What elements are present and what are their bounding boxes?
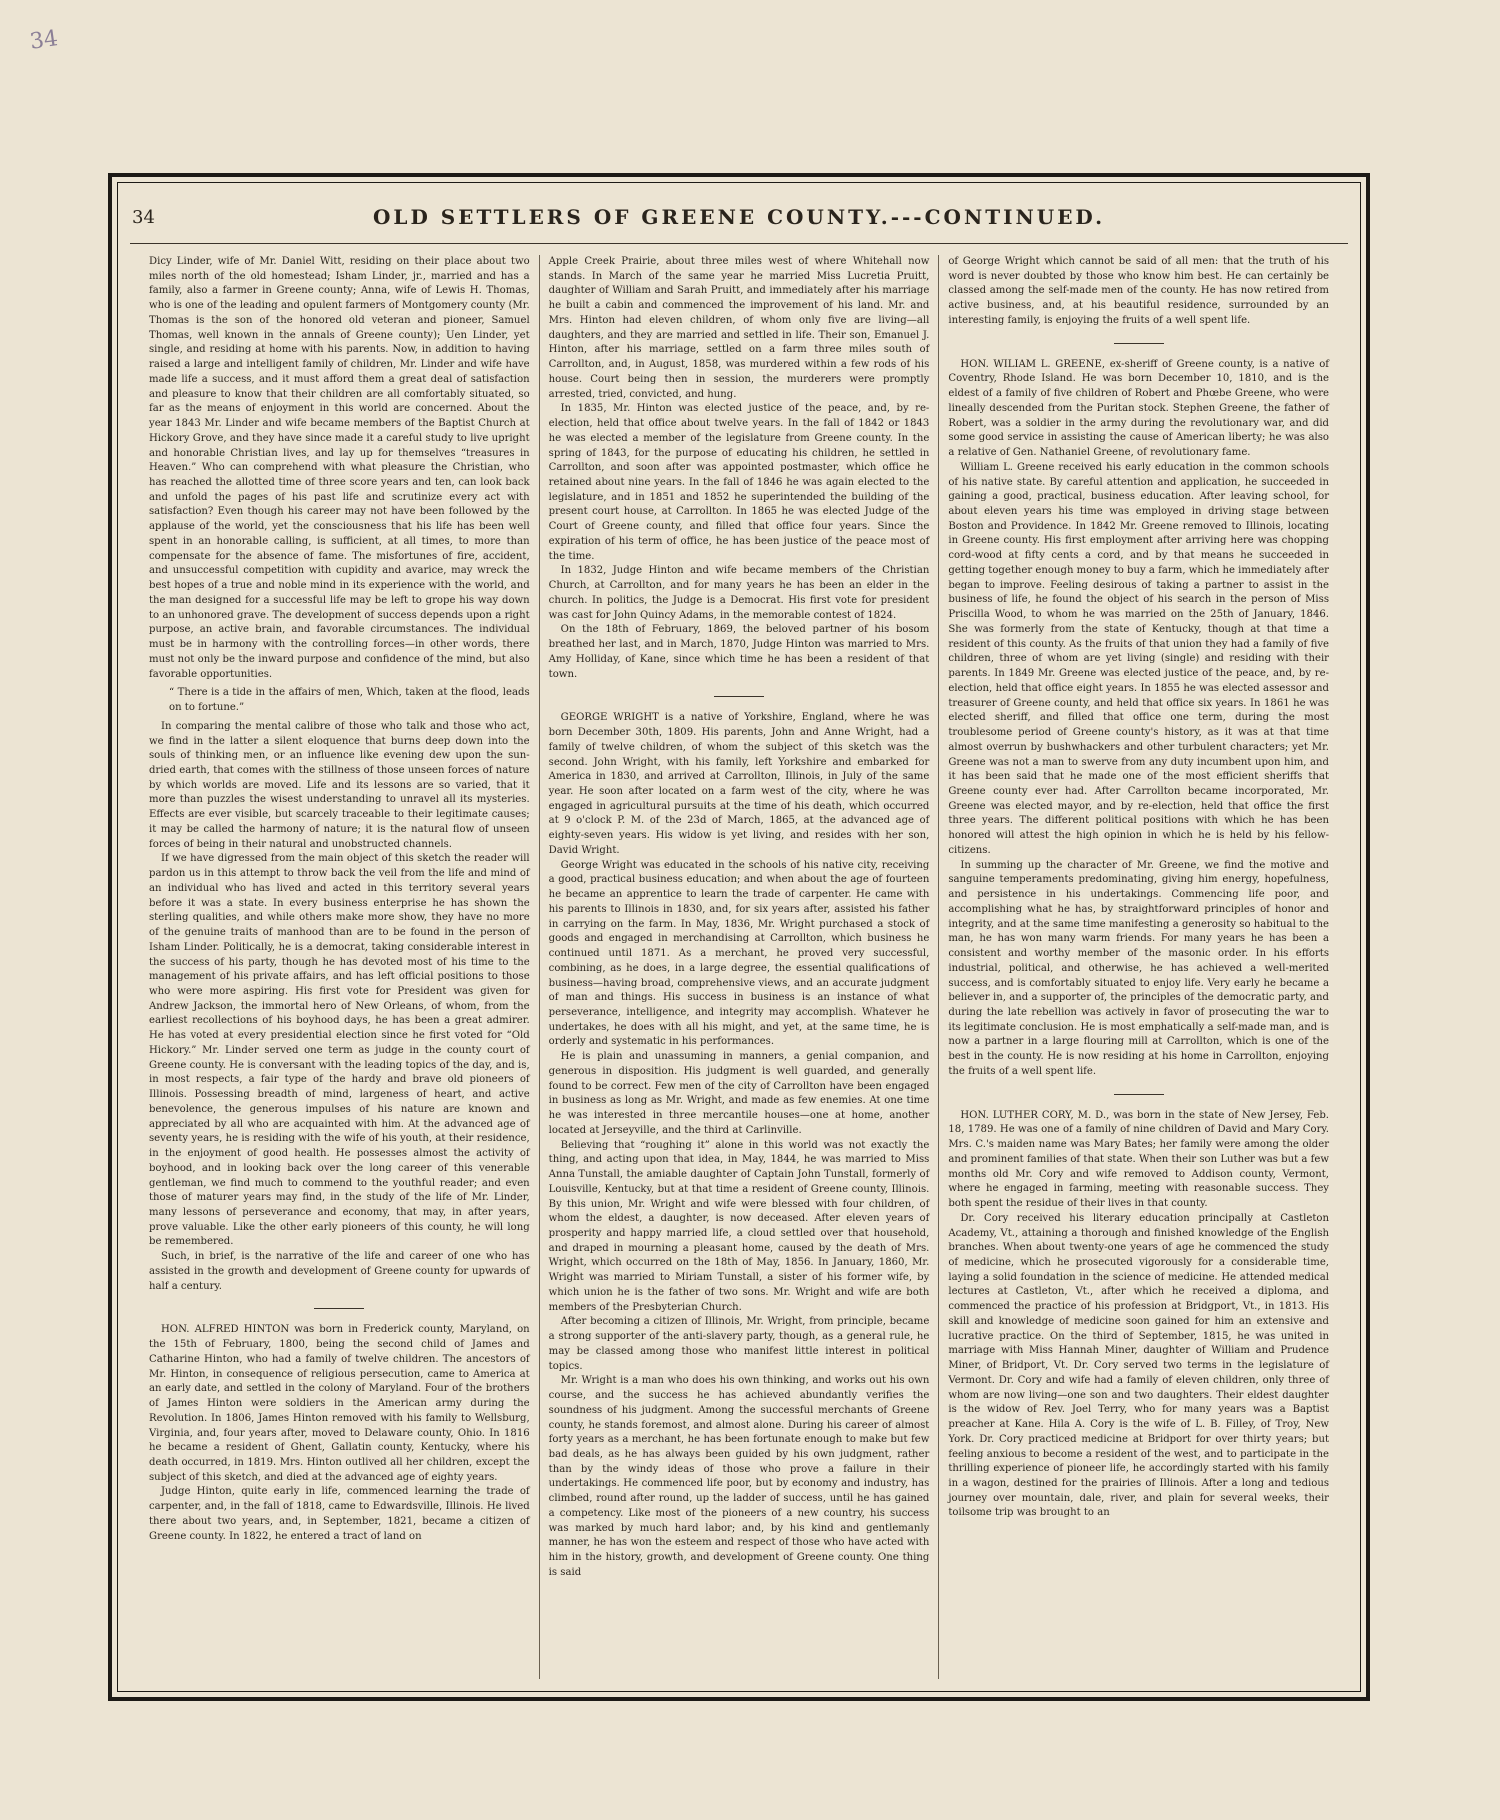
paragraph: In comparing the mental calibre of those who talk and those who act, we find in the latter a silent eloquence that burns deep down into the souls of thinking men, or an influence like evening dew upon the sun-dried earth, that comes with the stillness of those unseen forces of nature by which worlds are moved. Life and its lessons are so varied, that it more than puzzles the wisest understanding to unravel all its mysteries. Effects are ever visible, but scarcely traceable to their legitimate causes; it may be called the harmony of nature; it is the natural flow of unseen forces of being in their natural and unobstructed channels. <box>149 720 530 850</box>
text-columns <box>140 255 1338 1679</box>
paragraph: Dicy Linder, wife of Mr. Daniel Witt, residing on their place about two miles north of the old homestead; Isham Linder, jr., married and has a family, also a farmer in Greene county; Anna, wife of Lewis H. Thomas, who is one of the leading and opulent farmers of Montgomery county (Mr. Thomas is the son of the honored old veteran and pioneer, Samuel Thomas, well known in the annals of Greene county); Uen Linder, yet single, and residing at home with his parents. Now, in addition to having raised a large and intelligent family of children, Mr. Linder and wife have made life a success, and it must afford them a great deal of satisfaction and pleasure to know that their children are all comfortably situated, so far as the means of enjoyment in this world are concerned. About the year 1843 Mr. Linder and wife became members of the Baptist Church at Hickory Grove, and they have since made it a careful study to live upright and honorable Christian lives, and lay up for themselves “treasures in Heaven.” Who can comprehend with what pleasure the Christian, who has reached the allotted time of three score years and ten, can look back and unfold the pages of his past life and scrutinize every act with satisfaction? Even though his career may not have been followed by the applause of the world, yet the consciousness that his life has been well spent in an honorable calling, is sufficient, at all times, to more than compensate for the absence of fame. The misfortunes of fire, accident, and unsuccessful competition with cupidity and avarice, may wreck the best hopes of a true and noble mind in its experience with the world, and the man designed for a successful life may be left to grope his way down to an unhonored grave. The development of success depends upon a right purpose, an active brain, and favorable circumstances. The individual must be in harmony with the controlling forces—in other words, there must not only be the inward purpose and confidence of the mind, but also favorable opportunities. <box>149 256 530 680</box>
column-3 <box>938 255 1338 1679</box>
paragraph: GEORGE WRIGHT is a native of Yorkshire, England, where he was born December 30th, 1809. His parents, John and Anne Wright, had a family of twelve children, of whom the subject of this sketch was the second. John Wright, with his family, left Yorkshire and embarked for America in 1830, and arrived at Carrollton, Illinois, in July of the same year. He soon after located on a farm west of the city, where he was engaged in agricultural pursuits at the time of his death, which occurred at 9 o'clock P. M. of the 23d of March, 1865, at the advanced age of eighty-seven years. His widow is yet living, and resides with her son, David Wright. <box>548 712 930 856</box>
column-2 <box>539 255 939 1679</box>
page-frame <box>108 173 1370 1701</box>
handwritten-page-number: 34 <box>28 26 60 55</box>
header-rule <box>130 243 1348 244</box>
section-separator <box>1114 1094 1164 1095</box>
paragraph: Judge Hinton, quite early in life, commenced learning the trade of carpenter, and, in the fall of 1818, came to Edwardsville, Illinois. He lived there about two years, and, in September, 1821, became a citizen of Greene county. In 1822, he entered a tract of land on <box>149 1486 530 1542</box>
paragraph: of George Wright which cannot be said of all men: that the truth of his word is never doubted by those who know him best. He can certainly be classed among the self-made men of the county. He has now retired from active business, and, at his beautiful residence, surrounded by an interesting family, is enjoying the fruits of a well spent life. <box>948 256 1330 326</box>
paragraph: If we have digressed from the main object of this sketch the reader will pardon us in this attempt to throw back the veil from the life and mind of an individual who has lived and acted in this territory several years before it was a state. In every business enterprise he has shown the sterling qualities, and while others make more show, they have no more of the genuine traits of manhood than are to be found in the person of Isham Linder. Politically, he is a democrat, taking considerable interest in the success of his party, though he has devoted most of his time to the management of his private affairs, and has left official positions to those who were more aspiring. His first vote for President was given for Andrew Jackson, the immortal hero of New Orleans, of whom, from the earliest recollections of his boyhood days, he has been a great admirer. He has voted at every presidential election since he first voted for “Old Hickory.” Mr. Linder served one term as judge in the county court of Greene county. He is conversant with the leading topics of the day, and is, in most respects, a fair type of the hardy and brave old pioneers of Illinois. Possessing breadth of mind, largeness of heart, and active benevolence, the generous impulses of his nature are known and appreciated by all who are acquainted with him. At the advanced age of seventy years, he is residing with the wife of his youth, at their residence, in the enjoyment of good health. He possesses almost the activity of boyhood, and in looking back over the long career of this venerable gentleman, we find much to commend to the youthful reader; and even those of maturer years may find, in the study of the life of Mr. Linder, many lessons of perseverance and economy, that may, in after years, prove valuable. Like the other early pioneers of this county, he will long be remembered. <box>149 853 530 1248</box>
page-frame-inner <box>117 182 1361 1692</box>
verse-quote: “ There is a tide in the affairs of men, Which, taken at the flood, leads on to fortune.” <box>169 687 530 714</box>
page-title: OLD SETTLERS OF GREENE COUNTY.---CONTINUED. <box>372 205 1106 229</box>
paragraph: Such, in brief, is the narrative of the life and career of one who has assisted in the growth and development of Greene county for upwards of half a century. <box>149 1251 530 1292</box>
section-separator <box>1114 343 1164 344</box>
paragraph: HON. WILIAM L. GREENE, ex-sheriff of Greene county, is a native of Coventry, Rhode Island. He was born December 10, 1810, and is the eldest of a family of five children of Robert and Phœbe Greene, who were lineally descended from the Puritan stock. Stephen Greene, the father of Robert, was a soldier in the army during the revolutionary war, and did some good service in assisting the cause of American liberty; he was also a relative of Gen. Nathaniel Greene, of revolutionary fame. <box>948 358 1330 459</box>
paragraph: He is plain and unassuming in manners, a genial companion, and generous in disposition. His judgment is well guarded, and generally found to be correct. Few men of the city of Carrollton have been engaged in business as long as Mr. Wright, and made as few enemies. At one time he was interested in three mercantile houses—one at home, another located at Jerseyville, and the third at Carlinville. <box>548 1051 930 1136</box>
paragraph: After becoming a citizen of Illinois, Mr. Wright, from principle, became a strong supporter of the anti-slavery party, though, as a general rule, he may be classed among those who manifest little interest in political topics. <box>548 1316 930 1372</box>
paragraph: Apple Creek Prairie, about three miles west of where Whitehall now stands. In March of the same year he married Miss Lucretia Pruitt, daughter of William and Sarah Pruitt, and immediately after his marriage he built a cabin and commenced the improvement of his land. Mr. and Mrs. Hinton had eleven children, of whom only five are living—all daughters, and they are married and settled in life. Their son, Emanuel J. Hinton, after his marriage, settled on a farm three miles south of Carrollton, and, in August, 1858, was murdered within a few rods of his house. Court being then in session, the murderers were promptly arrested, tried, convicted, and hung. <box>548 256 930 400</box>
paragraph: George Wright was educated in the schools of his native city, receiving a good, practical business education; and when about the age of fourteen he became an apprentice to learn the trade of carpenter. He came with his parents to Illinois in 1830, and, for six years after, assisted his father in carrying on the farm. In May, 1836, Mr. Wright purchased a stock of goods and engaged in merchandising at Carrollton, which business he continued until 1871. As a merchant, he proved very successful, combining, as he does, in a large degree, the essential qualifications of business—having broad, comprehensive views, and an accurate judgment of man and things. His success in business is an instance of what perseverance, intelligence, and integrity may accomplish. Whatever he undertakes, he does with all his might, and yet, at the same time, he is orderly and systematic in his performances. <box>548 859 930 1048</box>
paragraph: On the 18th of February, 1869, the beloved partner of his bosom breathed her last, and in March, 1870, Judge Hinton was married to Mrs. Amy Holliday, of Kane, since which time he has been a resident of that town. <box>548 624 930 680</box>
paragraph: William L. Greene received his early education in the common schools of his native state. By careful attention and application, he succeeded in gaining a good, practical, business education. After leaving school, for about eleven years his time was employed in driving stage between Boston and Providence. In 1842 Mr. Greene removed to Illinois, locating in Greene county. His first employment after arriving here was chopping cord-wood at fifty cents a cord, and by that means he succeeded in getting together enough money to buy a farm, which he immediately after began to improve. Feeling desirous of taking a partner to assist in the business of life, he found the object of his search in the person of Miss Priscilla Wood, to whom he was married on the 25th of January, 1846. She was formerly from the state of Kentucky, though at that time a resident of this county. As the fruits of that union they had a family of five children, three of whom are yet living (single) and residing with their parents. In 1849 Mr. Greene was elected justice of the peace, and, by re-election, held that office eight years. In 1855 he was elected assessor and treasurer of Greene county, and held that office six years. In 1861 he was elected sheriff, and filled that office one term, during the most troublesome period of Greene county's history, as it was at that time almost overrun by bushwhackers and other turbulent characters; yet Mr. Greene was not a man to swerve from any duty incumbent upon him, and it has been said that he made one of the most efficient sheriffs that Greene county ever had. After Carrollton became incorporated, Mr. Greene was elected mayor, and by re-election, held that office the first three years. The different political positions with which he has been honored will attest the high opinion in which he is held by his fellow-citizens. <box>948 461 1330 856</box>
column-1 <box>140 255 539 1679</box>
paragraph: HON. ALFRED HINTON was born in Frederick county, Maryland, on the 15th of February, 1800, being the second child of James and Catharine Hinton, who had a family of twelve children. The ancestors of Mr. Hinton, in consequence of religious persecution, came to America at an early date, and settled in the colony of Maryland. Four of the brothers of James Hinton were soldiers in the American army during the Revolution. In 1806, James Hinton removed with his family to Wellsburg, Virginia, and, four years after, moved to Delaware county, Ohio. In 1816 he became a resident of Ghent, Gallatin county, Kentucky, where his death occurred, in 1819. Mrs. Hinton outlived all her children, except the subject of this sketch, and died at the advanced age of eighty years. <box>149 1324 530 1483</box>
paragraph: HON. LUTHER CORY, M. D., was born in the state of New Jersey, Feb. 18, 1789. He was one of a family of nine children of David and Mary Cory. Mrs. C.'s maiden name was Mary Bates; her family were among the older and prominent families of that state. When their son Luther was but a few months old Mr. Cory and wife removed to Addison county, Vermont, where he engaged in farming, meeting with reasonable success. They both spent the residue of their lives in that county. <box>948 1109 1330 1210</box>
paragraph: Dr. Cory received his literary education principally at Castleton Academy, Vt., attaining a thorough and finished knowledge of the English branches. When about twenty-one years of age he commenced the study of medicine, which he prosecuted vigorously for a considerable time, laying a solid foundation in the science of medicine. He attended medical lectures at Castleton, Vt., after which he received a diploma, and commenced the practice of his profession at Bridgport, Vt., in 1813. His skill and knowledge of medicine soon gained for him an extensive and lucrative practice. On the third of September, 1815, he was united in marriage with Miss Hannah Miner, daughter of William and Prudence Miner, of Bridport, Vt. Dr. Cory served two terms in the legislature of Vermont. Dr. Cory and wife had a family of eleven children, only three of whom are now living—one son and two daughters. Their eldest daughter is the widow of Rev. Joel Terry, who for many years was a Baptist preacher at Kane. Hila A. Cory is the wife of L. B. Filley, of Troy, New York. Dr. Cory practiced medicine at Bridport for over thirty years; but feeling anxious to become a resident of the west, and to participate in the thrilling experience of pioneer life, he accordingly started with his family in a wagon, destined for the prairies of Illinois. After a long and tedious journey over mountain, dale, river, and plain for several weeks, their toilsome trip was brought to an <box>948 1212 1330 1519</box>
paragraph: In summing up the character of Mr. Greene, we find the motive and sanguine temperaments predominating, giving him energy, hopefulness, and persistence in his undertakings. Commencing life poor, and accomplishing what he has, by straightforward principles of honor and integrity, and at the same time manifesting a generosity so habitual to the man, he has won many warm friends. For many years he has been a consistent and worthy member of the masonic order. In his efforts industrial, political, and otherwise, he has achieved a well-merited success, and is comfortably situated to enjoy life. Very early he became a believer in, and a supporter of, the principles of the democratic party, and during the late rebellion was actively in favor of prosecuting the war to its legitimate conclusion. He is most emphatically a self-made man, and is now a partner in a large flouring mill at Carrollton, which is one of the best in the county. He is now residing at his home in Carrollton, enjoying the fruits of a well spent life. <box>948 859 1330 1077</box>
section-separator <box>714 696 764 697</box>
page-number: 34 <box>132 207 155 228</box>
paragraph: Believing that “roughing it” alone in this world was not exactly the thing, and acting upon that idea, in May, 1844, he was married to Miss Anna Tunstall, the amiable daughter of Captain John Tunstall, formerly of Louisville, Kentucky, but at that time a resident of Greene county, Illinois. By this union, Mr. Wright and wife were blessed with four children, of whom the eldest, a daughter, is now deceased. After eleven years of prosperity and happy married life, a cloud settled over that household, and draped in mourning a pleasant home, caused by the death of Mrs. Wright, which occurred on the 18th of May, 1856. In January, 1860, Mr. Wright was married to Miriam Tunstall, a sister of his former wife, by which union he is the father of two sons. Mr. Wright and wife are both members of the Presbyterian Church. <box>548 1139 930 1313</box>
page-header <box>132 205 1346 237</box>
section-separator <box>314 1308 364 1309</box>
paragraph: In 1835, Mr. Hinton was elected justice of the peace, and, by re-election, held that office about twelve years. In the fall of 1842 or 1843 he was elected a member of the legislature from Greene county. In the spring of 1843, for the purpose of educating his children, he settled in Carrollton, and soon after was appointed postmaster, which office he retained about nine years. In the fall of 1846 he was again elected to the legislature, and in 1851 and 1852 he superintended the building of the present court house, at Carrollton. In 1865 he was elected Judge of the Court of Greene county, and filled that office four years. Since the expiration of his term of office, he has been justice of the peace most of the time. <box>548 403 930 562</box>
paragraph: Mr. Wright is a man who does his own thinking, and works out his own course, and the success he has achieved abundantly verifies the soundness of his judgment. Among the successful merchants of Greene county, he stands foremost, and almost alone. During his career of almost forty years as a merchant, he has been fortunate enough to make but few bad deals, as he has always been guided by his own judgment, rather than by the windy ideas of those who prove a failure in their undertakings. He commenced life poor, but by economy and industry, has climbed, round after round, up the ladder of success, until he has gained a competency. Like most of the pioneers of a new country, his success was marked by much hard labor; and, by his kind and gentlemanly manner, he has won the esteem and respect of those who have acted with him in the history, growth, and development of Greene county. One thing is said <box>548 1375 930 1578</box>
paragraph: In 1832, Judge Hinton and wife became members of the Christian Church, at Carrollton, and for many years he has been an elder in the church. In politics, the Judge is a Democrat. His first vote for president was cast for John Quincy Adams, in the memorable contest of 1824. <box>548 565 930 621</box>
